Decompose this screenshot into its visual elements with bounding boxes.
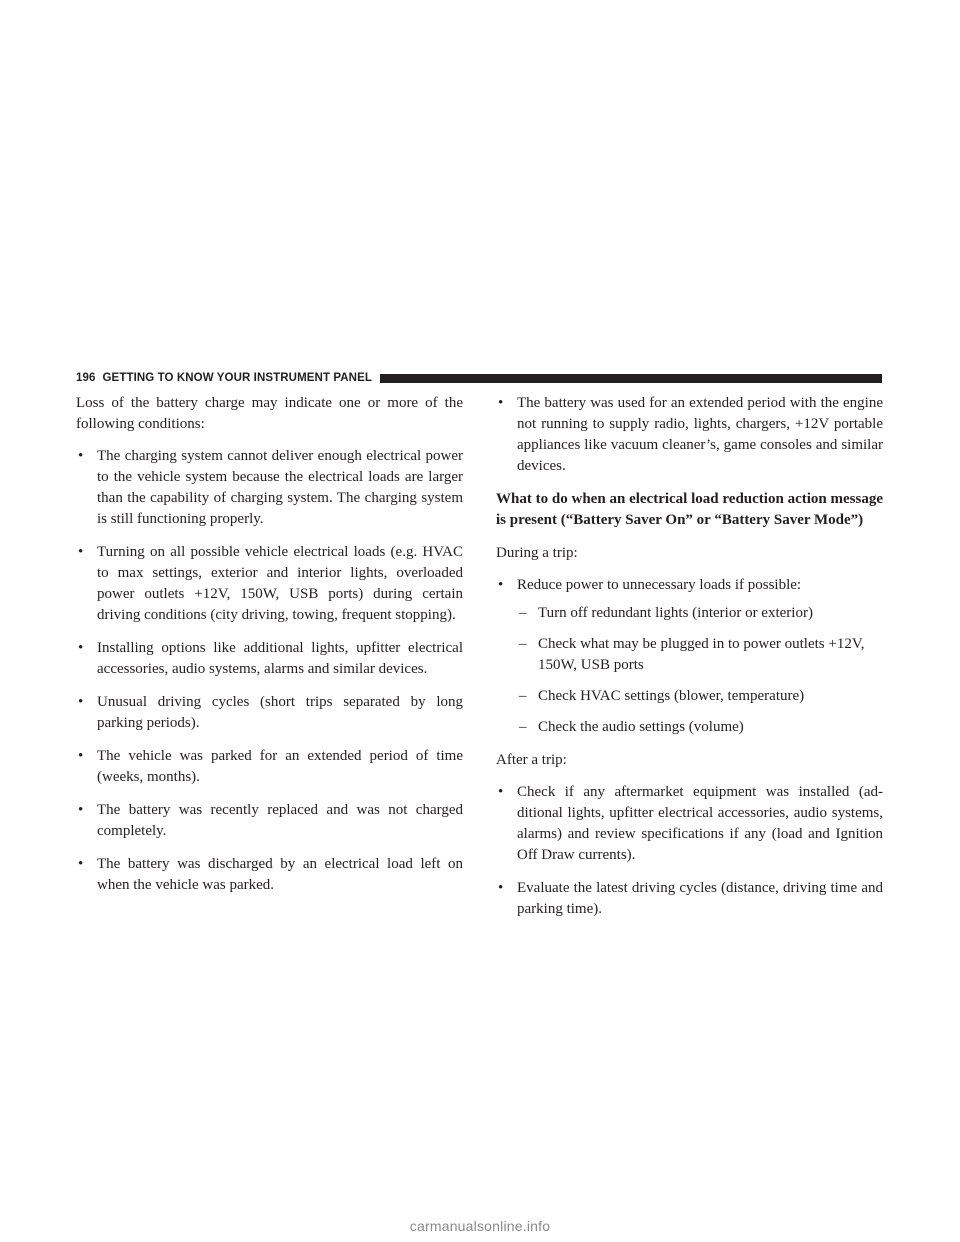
bullet-icon: • (78, 448, 84, 464)
after-trip-list (496, 782, 883, 920)
list-item-text: Turning on all possible vehicle electrical loads (e.g. HVAC to max settings, exterior and interior lights, overloaded power outlets +12V, 150W, USB ports) during certain driving conditions (city driving, towing, frequent stopping). (97, 544, 463, 623)
bullet-icon: • (78, 694, 84, 710)
list-item (496, 575, 883, 738)
bullet-icon: • (78, 856, 84, 872)
right-column (496, 393, 883, 920)
list-item (76, 800, 463, 842)
sublist-item-text: Check what may be plugged in to power outlets +12V, 150W, USB ports (538, 636, 865, 673)
bullet-icon: • (498, 880, 504, 896)
list-item (76, 692, 463, 734)
during-trip-label: During a trip: (496, 545, 578, 561)
sublist-item (517, 717, 883, 738)
dash-icon: – (519, 719, 527, 735)
header-rule (380, 374, 882, 383)
sublist-item (517, 634, 883, 676)
list-item-text: Evaluate the latest driving cycles (distance, driving time and parking time). (517, 880, 883, 917)
list-item-text: The vehicle was parked for an extended period of time (weeks, months). (97, 748, 463, 785)
page-number: 196 (76, 372, 96, 384)
list-item-text: The charging system cannot deliver enough electrical power to the vehicle system because the electrical loads are larger than the capability of charging system. The charging system is still functioning properly. (97, 448, 463, 527)
list-item (496, 878, 883, 920)
list-item (76, 542, 463, 626)
footer-watermark: carmanualsonline.info (409, 1218, 551, 1234)
list-item (76, 638, 463, 680)
list-item-text: The battery was used for an extended period with the engine not running to supply radio, lights, chargers, +12V portable appliances like vacuum cleaner’s, game consoles and similar devices. (517, 395, 883, 474)
list-item-text: Installing options like additional lights, upfitter electrical accessories, audio systems, alarms and similar devices. (97, 640, 463, 677)
dash-icon: – (519, 636, 527, 652)
during-trip-list (496, 575, 883, 738)
list-item (496, 782, 883, 866)
section-heading: What to do when an electrical load reduction action message is present (“Battery Saver On” or “Battery Saver Mode”) (496, 491, 883, 528)
sublist-item (517, 603, 883, 624)
list-item-text: Check if any aftermarket equipment was installed (additional lights, upfitter electrical accessories, audio systems, alarms) and review specifications if any (load and Ignition Off Draw currents). (517, 784, 883, 863)
bullet-icon: • (78, 640, 84, 656)
sublist-item-text: Check the audio settings (volume) (538, 719, 744, 735)
bullet-icon: • (498, 577, 504, 593)
page-header (76, 370, 882, 386)
dash-icon: – (519, 688, 527, 704)
list-item (76, 746, 463, 788)
list-item-text: Reduce power to unnecessary loads if possible: (517, 577, 802, 593)
after-trip-label: After a trip: (496, 752, 567, 768)
sublist-item (517, 686, 883, 707)
during-trip-sublist (517, 603, 883, 738)
bullet-icon: • (78, 802, 84, 818)
list-item (496, 393, 883, 477)
list-item (76, 446, 463, 530)
bullet-icon: • (78, 544, 84, 560)
sublist-item-text: Check HVAC settings (blower, temperature) (538, 688, 805, 704)
section-title: GETTING TO KNOW YOUR INSTRUMENT PANEL (102, 372, 372, 384)
list-item-text: Unusual driving cycles (short trips separated by long parking periods). (97, 694, 463, 731)
bullet-icon: • (498, 395, 504, 411)
bullet-icon: • (498, 784, 504, 800)
conditions-list (76, 446, 463, 896)
dash-icon: – (519, 605, 527, 621)
intro-paragraph: Loss of the battery charge may indicate one or more of the following conditions: (76, 395, 463, 432)
left-column (76, 393, 463, 896)
list-item (76, 854, 463, 896)
sublist-item-text: Turn off redundant lights (interior or exterior) (538, 605, 813, 621)
bullet-icon: • (78, 748, 84, 764)
list-item-text: The battery was discharged by an electrical load left on when the vehicle was parked. (97, 856, 463, 893)
list-item-text: The battery was recently replaced and was not charged completely. (97, 802, 463, 839)
conditions-list-continued (496, 393, 883, 477)
